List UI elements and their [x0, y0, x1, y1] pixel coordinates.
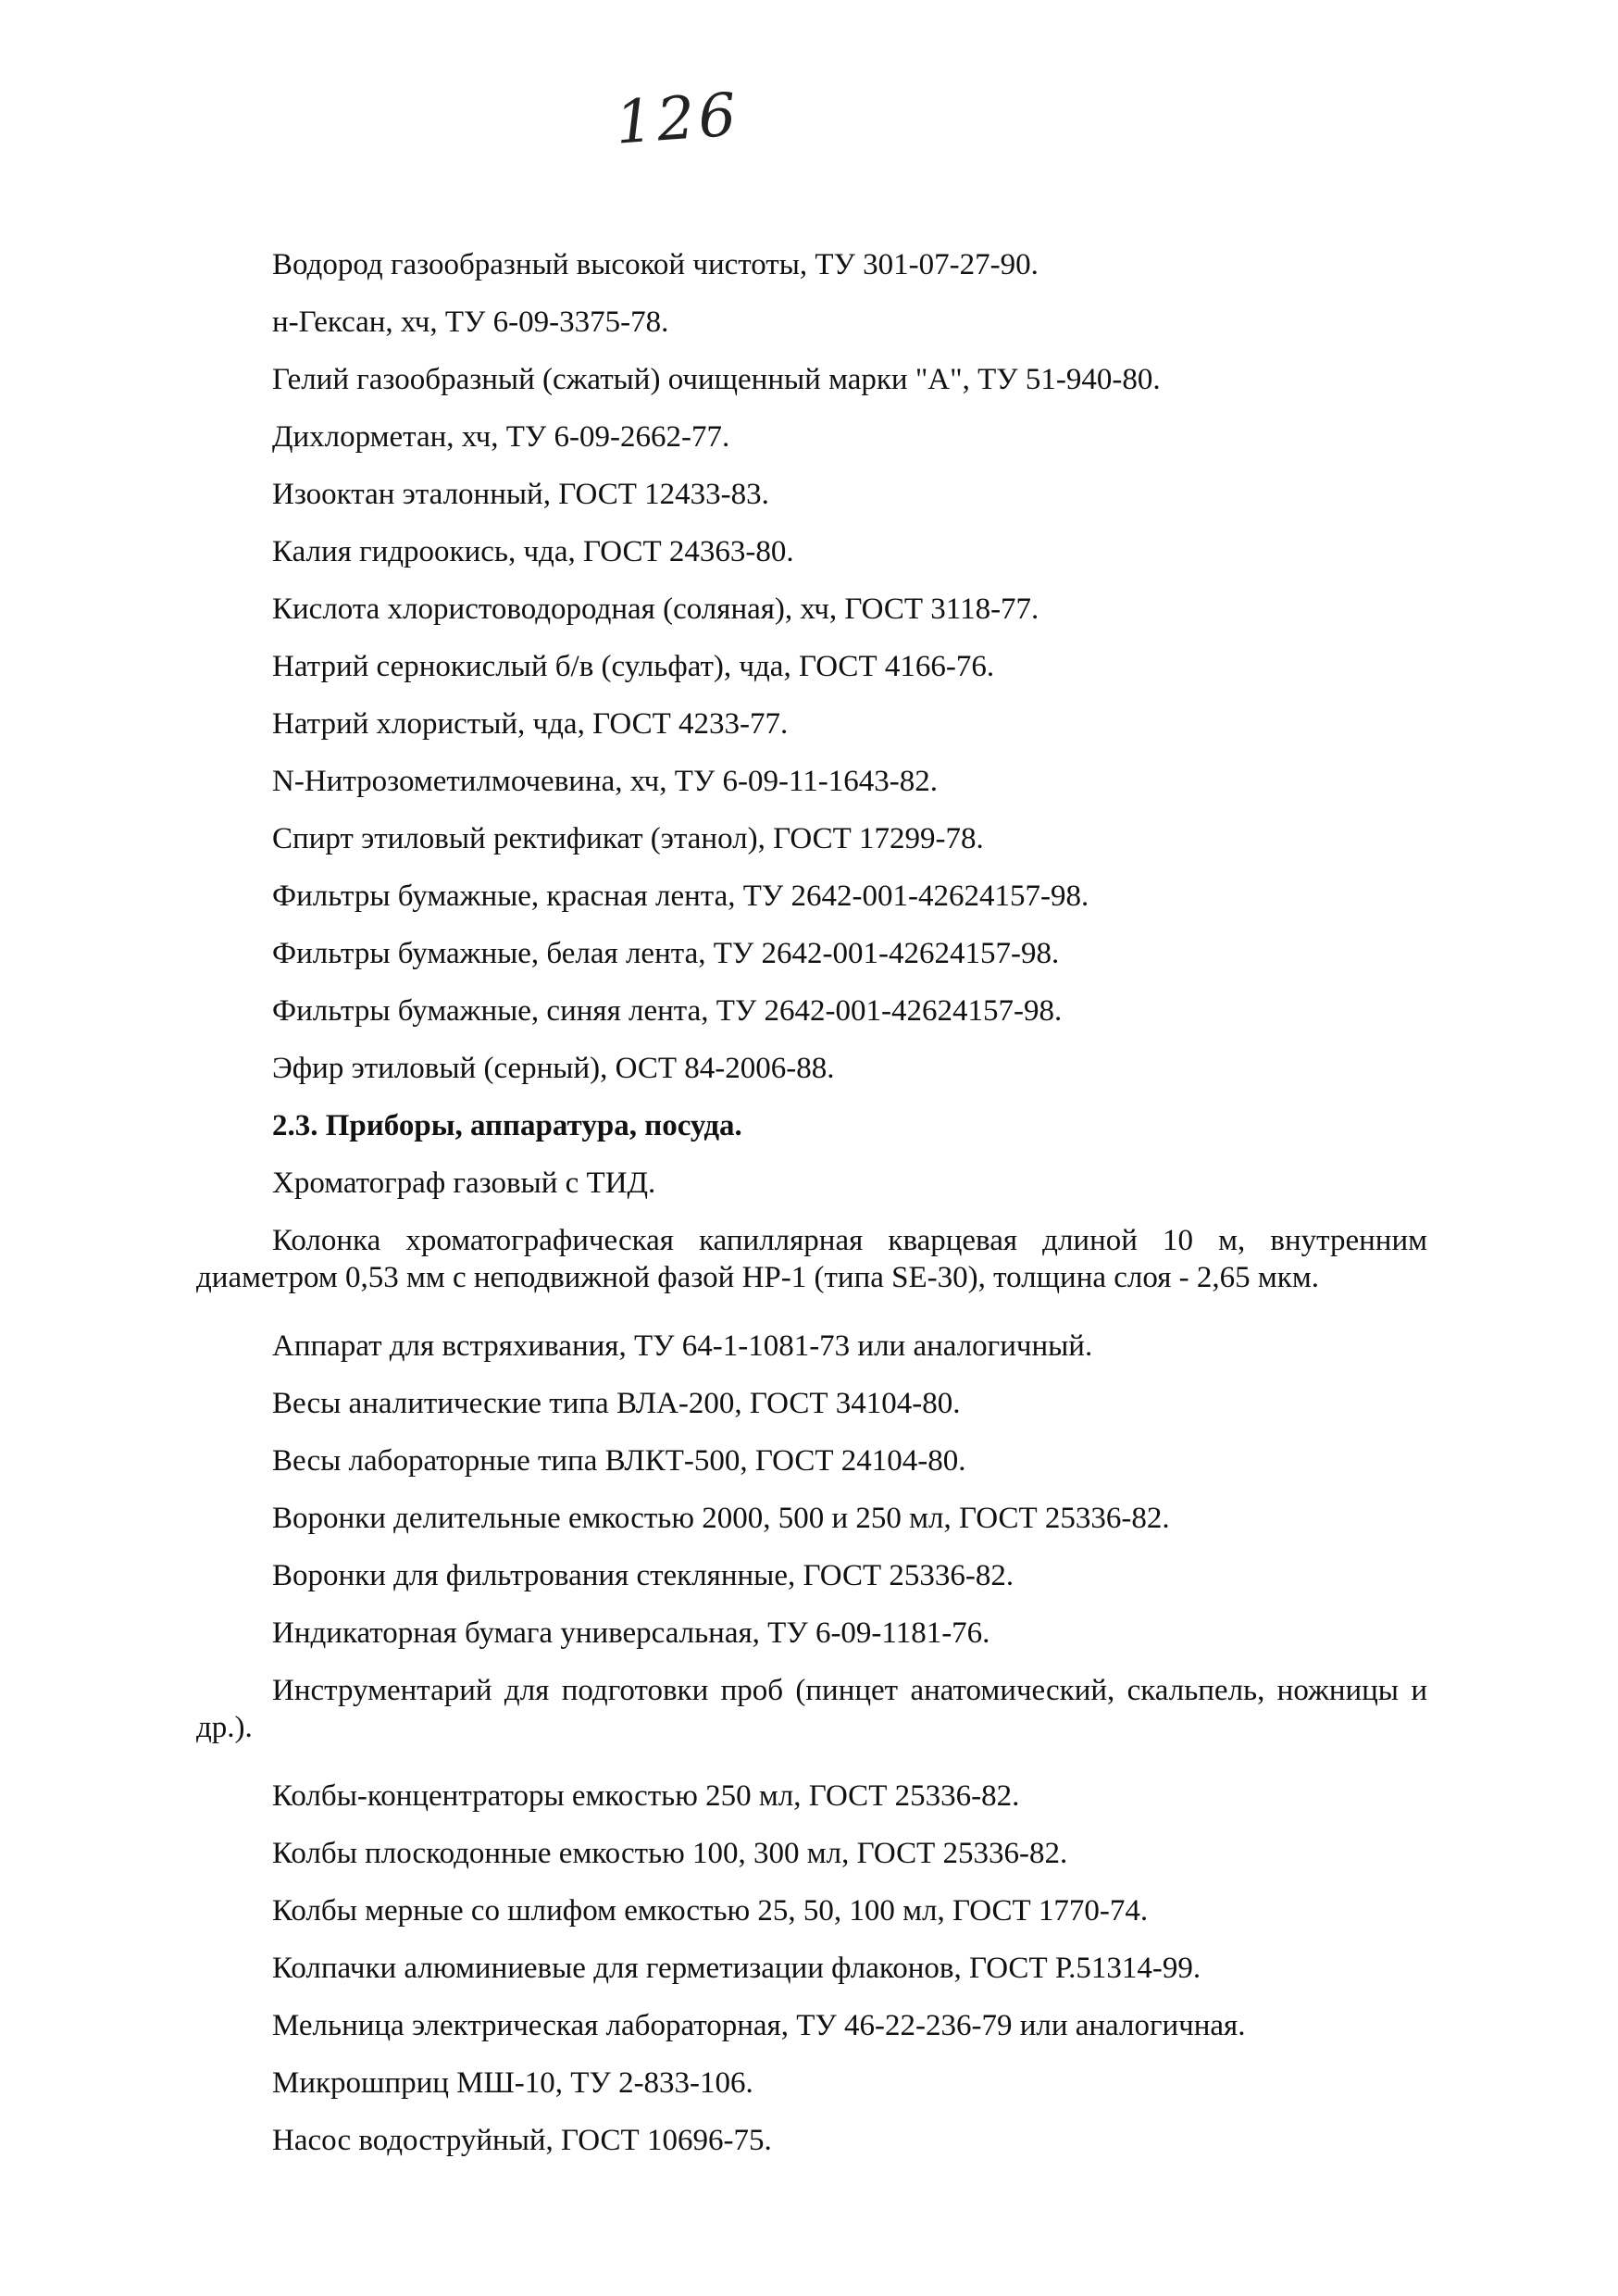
- list-item: Колбы плоскодонные емкостью 100, 300 мл, ГОСТ 25336-82.: [272, 1837, 1068, 1870]
- list-item: Фильтры бумажные, синяя лента, ТУ 2642-001-42624157-98.: [272, 994, 1063, 1028]
- paragraph-column: Колонка хроматографическая капиллярная кварцевая длиной 10 м, внутренним диаметром 0,53 мм с неподвижной фазой HP-1 (типа SE-30), толщина слоя - 2,65 мкм.: [196, 1224, 1427, 1294]
- list-item: Кислота хлористоводородная (соляная), хч, ГОСТ 3118-77.: [272, 593, 1039, 626]
- list-item: Микрошприц МШ-10, ТУ 2-833-106.: [272, 2066, 753, 2100]
- list-item: Эфир этиловый (серный), ОСТ 84-2006-88.: [272, 1052, 835, 1085]
- paragraph-instruments: Инструментарий для подготовки проб (пинцет анатомический, скальпель, ножницы и др.).: [196, 1674, 1427, 1744]
- list-item: Фильтры бумажные, белая лента, ТУ 2642-001-42624157-98.: [272, 937, 1060, 970]
- list-item: Колбы-концентраторы емкостью 250 мл, ГОСТ 25336-82.: [272, 1779, 1020, 1813]
- list-item: Колпачки алюминиевые для герметизации флаконов, ГОСТ Р.51314-99.: [272, 1952, 1201, 1985]
- list-item: Воронки делительные емкостью 2000, 500 и 250 мл, ГОСТ 25336-82.: [272, 1502, 1170, 1535]
- list-item: Колбы мерные со шлифом емкостью 25, 50, 100 мл, ГОСТ 1770-74.: [272, 1894, 1149, 1928]
- list-item: Дихлорметан, хч, ТУ 6-09-2662-77.: [272, 420, 730, 454]
- list-item: Калия гидроокись, чда, ГОСТ 24363-80.: [272, 535, 794, 568]
- list-item: Гелий газообразный (сжатый) очищенный марки "А", ТУ 51-940-80.: [272, 363, 1161, 396]
- list-item: N-Нитрозометилмочевина, хч, ТУ 6-09-11-1643-82.: [272, 765, 938, 798]
- list-item: н-Гексан, хч, ТУ 6-09-3375-78.: [272, 306, 669, 339]
- list-item: Весы аналитические типа ВЛА-200, ГОСТ 34104-80.: [272, 1387, 961, 1420]
- list-item: Натрий хлористый, чда, ГОСТ 4233-77.: [272, 707, 789, 741]
- list-item: Аппарат для встряхивания, ТУ 64-1-1081-73 или аналогичный.: [272, 1329, 1093, 1363]
- list-item: Весы лабораторные типа ВЛКТ-500, ГОСТ 24104-80.: [272, 1444, 966, 1478]
- list-item: Воронки для фильтрования стеклянные, ГОСТ 25336-82.: [272, 1559, 1014, 1592]
- list-item: Спирт этиловый ректификат (этанол), ГОСТ 17299-78.: [272, 822, 984, 855]
- list-item: Мельница электрическая лабораторная, ТУ 46-22-236-79 или аналогичная.: [272, 2009, 1246, 2042]
- list-item: Хроматограф газовый с ТИД.: [272, 1167, 656, 1200]
- section-heading: 2.3. Приборы, аппаратура, посуда.: [272, 1109, 742, 1142]
- list-item: Насос водоструйный, ГОСТ 10696-75.: [272, 2124, 772, 2157]
- page-number: 126: [613, 81, 742, 158]
- list-item: Изооктан эталонный, ГОСТ 12433-83.: [272, 478, 769, 511]
- list-item: Натрий сернокислый б/в (сульфат), чда, ГОСТ 4166-76.: [272, 650, 995, 683]
- list-item: Индикаторная бумага универсальная, ТУ 6-09-1181-76.: [272, 1616, 990, 1650]
- list-item: Водород газообразный высокой чистоты, ТУ 301-07-27-90.: [272, 248, 1039, 281]
- list-item: Фильтры бумажные, красная лента, ТУ 2642-001-42624157-98.: [272, 880, 1089, 913]
